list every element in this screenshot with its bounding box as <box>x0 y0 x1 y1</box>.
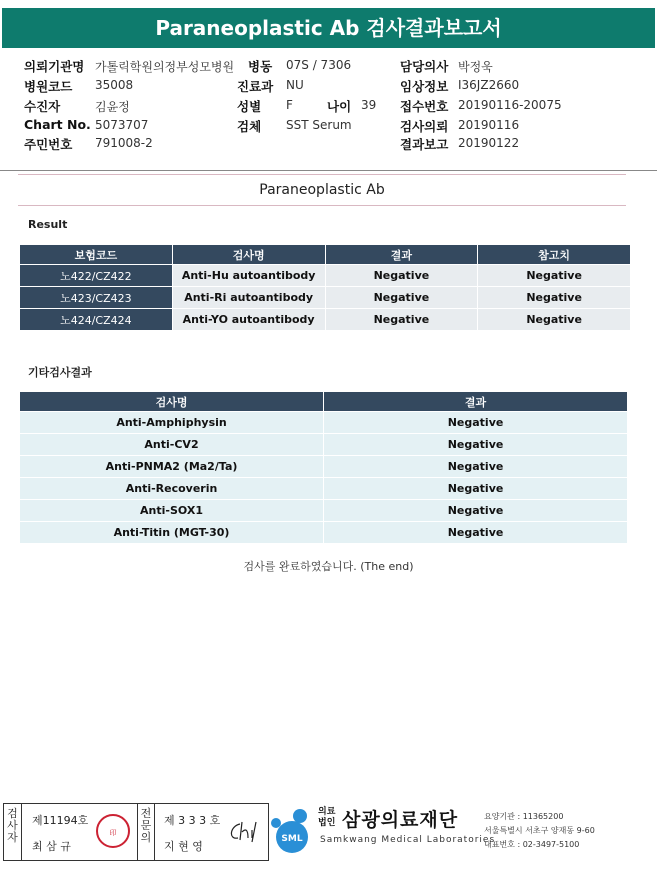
table-cell: 노424/CZ424 <box>20 309 173 331</box>
table-row <box>20 522 628 544</box>
column-header: 검사명 <box>20 392 324 412</box>
receipt-value: 20190116-20075 <box>458 98 562 112</box>
table-cell: Anti-Titin (MGT-30) <box>20 522 324 544</box>
table-cell: Anti-Hu autoantibody <box>172 265 325 287</box>
rrn-value: 791008-2 <box>95 136 153 150</box>
test-date-label: 검사의뢰 <box>400 119 449 134</box>
examiner-name: 최 삼 규 <box>32 840 71 853</box>
examiner-license: 제11194호 <box>32 814 89 827</box>
examiner-vertical-label: 검사자 <box>4 804 22 860</box>
age-label: 나이 <box>327 99 352 114</box>
table-cell: Negative <box>478 287 631 309</box>
column-header: 참고치 <box>478 245 631 265</box>
result-table <box>19 244 631 331</box>
column-header: 보험코드 <box>20 245 173 265</box>
table-cell: Negative <box>325 309 478 331</box>
table-cell: Negative <box>325 287 478 309</box>
clinical-info-value: I36JZ2660 <box>458 78 520 92</box>
table-row <box>20 434 628 456</box>
ward-label: 병동 <box>248 59 273 74</box>
foundation-name: 삼광의료재단 <box>342 809 459 831</box>
table-row <box>20 500 628 522</box>
table-row <box>20 265 631 287</box>
rrn-label: 주민번호 <box>24 137 73 152</box>
chart-value: 5073707 <box>95 118 149 132</box>
table-cell: Anti-Amphiphysin <box>20 412 324 434</box>
report-title: Paraneoplastic Ab 검사결과보고서 <box>2 8 655 48</box>
table-cell: Negative <box>325 265 478 287</box>
column-header: 결과 <box>324 392 628 412</box>
info-address: 서울특별시 서초구 양재동 9-60 <box>484 826 595 835</box>
patient-label: 수진자 <box>24 99 61 114</box>
result-table-header <box>20 245 631 265</box>
end-text: 검사를 완료하였습니다. (The end) <box>243 560 414 573</box>
table-cell: Negative <box>478 309 631 331</box>
patient-value: 김윤정 <box>95 100 130 114</box>
report-date-label: 결과보고 <box>400 137 449 152</box>
report-date-value: 20190122 <box>458 136 520 150</box>
table-cell: Anti-SOX1 <box>20 500 324 522</box>
table-row <box>20 287 631 309</box>
table-cell: Negative <box>324 456 628 478</box>
foundation-english: Samkwang Medical Laboratories <box>320 835 496 845</box>
table-cell: Anti-PNMA2 (Ma2/Ta) <box>20 456 324 478</box>
report-header <box>0 52 657 171</box>
table-cell: 노422/CZ422 <box>20 265 173 287</box>
specimen-value: SST Serum <box>286 118 352 132</box>
table-cell: 노423/CZ423 <box>20 287 173 309</box>
table-cell: Anti-CV2 <box>20 434 324 456</box>
signature-box <box>3 803 269 861</box>
table-cell: Anti-Ri autoantibody <box>172 287 325 309</box>
test-date-value: 20190116 <box>458 118 520 132</box>
section-title: Paraneoplastic Ab <box>18 174 626 206</box>
sex-label: 성별 <box>237 99 262 114</box>
result-label: Result <box>28 218 68 231</box>
dept-value: NU <box>286 78 304 92</box>
hospital-code-value: 35008 <box>95 78 134 92</box>
specialist-vertical-label: 전문의 <box>137 804 155 860</box>
institution-value: 가톨릭학원의정부성모병원 <box>95 60 235 74</box>
badge-line1: 의료 <box>318 807 336 817</box>
hospital-code-label: 병원코드 <box>24 79 73 94</box>
institution-label: 의뢰기관명 <box>24 59 85 74</box>
specimen-label: 검체 <box>237 119 262 134</box>
table-cell: Anti-Recoverin <box>20 478 324 500</box>
specialist-name: 지 현 영 <box>164 840 203 853</box>
clinical-info-label: 임상정보 <box>400 79 449 94</box>
info-phone: 대표번호 : 02-3497-5100 <box>484 840 580 849</box>
receipt-label: 접수번호 <box>400 99 449 114</box>
specialist-license: 제 3 3 3 호 <box>164 814 221 827</box>
table-cell: Negative <box>478 265 631 287</box>
age-value: 39 <box>361 98 377 112</box>
table-cell: Negative <box>324 434 628 456</box>
table-cell: Negative <box>324 412 628 434</box>
table-cell: Anti-YO autoantibody <box>172 309 325 331</box>
table-row <box>20 412 628 434</box>
table-cell: Negative <box>324 500 628 522</box>
signature-icon <box>226 818 262 846</box>
other-results-table <box>19 391 628 544</box>
table-row <box>20 478 628 500</box>
info-code: 요양기관 : 11365200 <box>484 812 564 821</box>
other-results-label: 기타검사결과 <box>28 366 92 379</box>
column-header: 결과 <box>325 245 478 265</box>
doctor-label: 담당의사 <box>400 59 449 74</box>
column-header: 검사명 <box>172 245 325 265</box>
table-cell: Negative <box>324 478 628 500</box>
table-row <box>20 309 631 331</box>
chart-label: Chart No. <box>24 117 91 132</box>
table-row <box>20 456 628 478</box>
ward-value: 07S / 7306 <box>286 58 352 72</box>
sex-value: F <box>286 98 293 112</box>
badge-line2: 법인 <box>318 818 336 828</box>
logo-text: SML <box>281 834 303 844</box>
table-cell: Negative <box>324 522 628 544</box>
other-table-header <box>20 392 628 412</box>
doctor-value: 박정욱 <box>458 60 493 74</box>
examiner-seal: 印 <box>96 814 130 848</box>
sml-logo-icon <box>270 807 316 855</box>
dept-label: 진료과 <box>237 79 274 94</box>
foundation-badge <box>318 807 335 829</box>
report-footer <box>0 803 657 863</box>
